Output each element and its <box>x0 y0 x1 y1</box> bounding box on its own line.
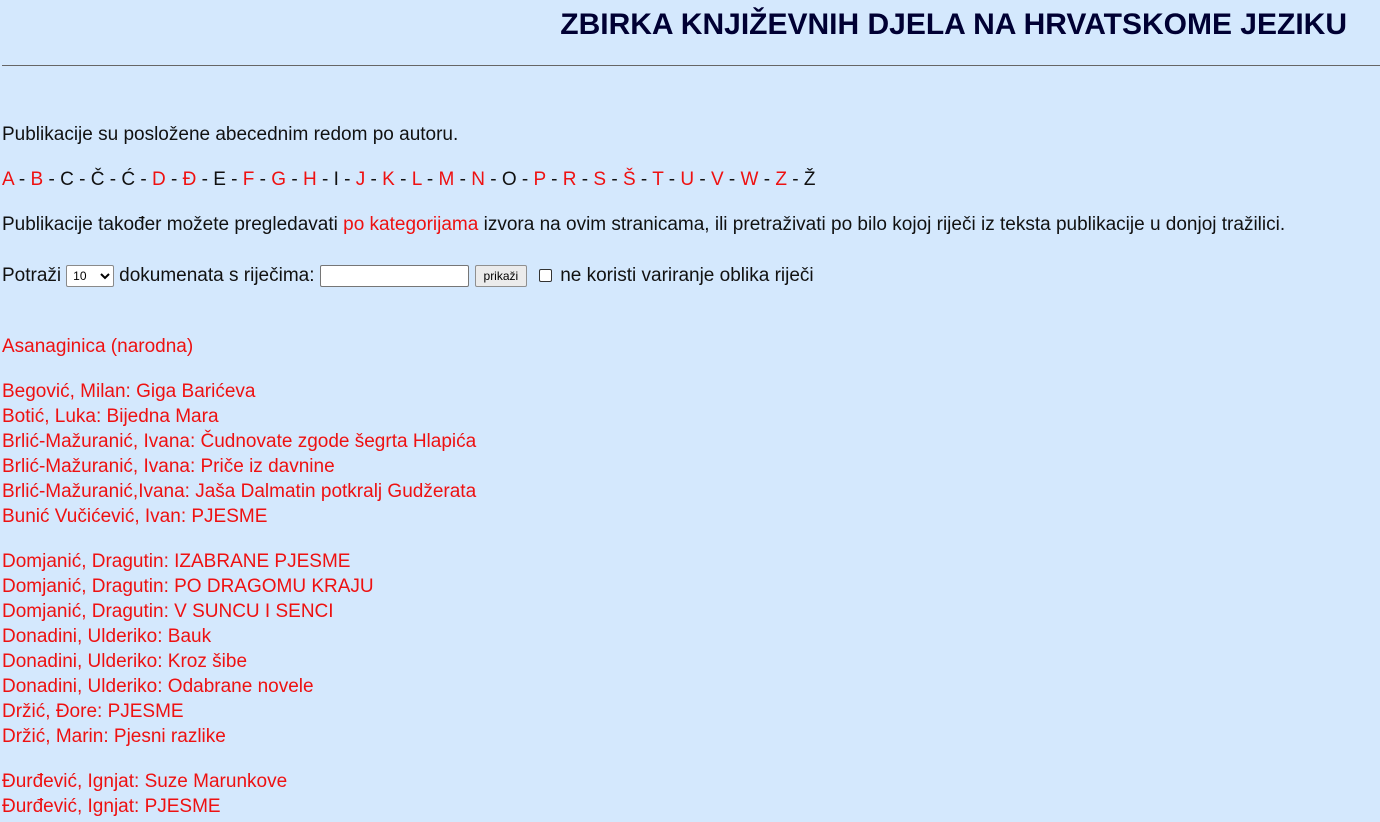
alphabet-separator: - <box>576 169 594 190</box>
search-prefix-label: Potraži <box>2 265 62 286</box>
alphabet-letter[interactable]: F <box>242 169 255 190</box>
alphabet-letter: O <box>501 169 517 190</box>
publication-link[interactable]: Donadini, Ulderiko: Kroz šibe <box>2 651 248 672</box>
publication-link[interactable]: Donadini, Ulderiko: Odabrane novele <box>2 676 314 697</box>
alphabet-separator: - <box>254 169 272 190</box>
alphabet-letter[interactable]: P <box>533 169 546 190</box>
alphabet-separator: - <box>73 169 91 190</box>
publication-group-dj <box>2 769 287 819</box>
page-title: ZBIRKA KNJIŽEVNIH DJELA NA HRVATSKOME JEZIKU <box>560 8 1347 41</box>
alphabet-letter[interactable]: W <box>740 169 759 190</box>
results-count-select[interactable] <box>66 265 114 287</box>
alphabet-letter: Č <box>90 169 105 190</box>
intro-text: Publikacije su posložene abecednim redom po autoru. <box>2 124 459 145</box>
publication-link[interactable]: Brlić-Mažuranić, Ivana: Čudnovate zgode šegrta Hlapića <box>2 431 477 452</box>
alphabet-separator: - <box>484 169 502 190</box>
publication-link[interactable]: Begović, Milan: Giga Barićeva <box>2 381 256 402</box>
alphabet-separator: - <box>606 169 623 190</box>
alphabet-separator: - <box>338 169 356 190</box>
no-variation-checkbox[interactable] <box>539 269 552 282</box>
categories-link[interactable]: po kategorijama <box>343 214 479 235</box>
publication-link[interactable]: Đurđević, Ignjat: PJESME <box>2 796 221 817</box>
header-divider <box>2 65 1380 66</box>
alphabet-separator: - <box>225 169 243 190</box>
alphabet-separator: - <box>421 169 439 190</box>
alphabet-separator: - <box>786 169 804 190</box>
alphabet-separator: - <box>196 169 214 190</box>
publication-link[interactable]: Držić, Đore: PJESME <box>2 701 184 722</box>
alphabet-separator: - <box>758 169 776 190</box>
alphabet-letter[interactable]: U <box>680 169 695 190</box>
publication-group-d <box>2 549 374 749</box>
alphabet-letter[interactable]: T <box>652 169 664 190</box>
publication-group-b <box>2 379 476 529</box>
publication-link[interactable]: Brlić-Mažuranić, Ivana: Priče iz davnine <box>2 456 335 477</box>
alphabet-separator: - <box>635 169 653 190</box>
categories-text <box>2 212 1285 237</box>
alphabet-letter[interactable]: A <box>2 169 14 190</box>
alphabet-letter: Ć <box>121 169 136 190</box>
publication-link[interactable]: Botić, Luka: Bijedna Mara <box>2 406 219 427</box>
alphabet-separator: - <box>365 169 383 190</box>
alphabet-letter[interactable]: J <box>355 169 366 190</box>
alphabet-letter: C <box>60 169 74 190</box>
alphabet-letter[interactable]: N <box>471 169 485 190</box>
alphabet-letter[interactable]: B <box>30 169 44 190</box>
alphabet-separator: - <box>394 169 412 190</box>
search-input[interactable] <box>320 265 469 287</box>
alphabet-separator: - <box>286 169 303 190</box>
publication-link[interactable]: Domjanić, Dragutin: PO DRAGOMU KRAJU <box>2 576 374 597</box>
publication-link[interactable]: Bunić Vučićević, Ivan: PJESME <box>2 506 268 527</box>
publication-link[interactable]: Domjanić, Dragutin: V SUNCU I SENCI <box>2 601 334 622</box>
categories-text-after: izvora na ovim stranicama, ili pretraživati po bilo kojoj riječi iz teksta publikacije u donjoj tražilici. <box>478 214 1286 235</box>
alphabet-separator: - <box>165 169 183 190</box>
search-middle-label: dokumenata s riječima: <box>119 265 315 286</box>
alphabet-letter[interactable]: Š <box>622 169 636 190</box>
alphabet-separator: - <box>663 169 681 190</box>
show-button[interactable]: prikaži <box>475 265 528 287</box>
alphabet-letter[interactable]: L <box>411 169 422 190</box>
alphabet-separator: - <box>516 169 534 190</box>
publication-link[interactable]: Domjanić, Dragutin: IZABRANE PJESME <box>2 551 351 572</box>
search-form <box>2 263 814 288</box>
publication-link[interactable]: Donadini, Ulderiko: Bauk <box>2 626 212 647</box>
alphabet-letter: E <box>213 169 226 190</box>
no-variation-label: ne koristi variranje oblika riječi <box>560 265 814 286</box>
publication-link[interactable]: Brlić-Mažuranić,Ivana: Jaša Dalmatin potkralj Gudžerata <box>2 481 477 502</box>
publication-link[interactable]: Držić, Marin: Pjesni razlike <box>2 726 226 747</box>
alphabet-letter[interactable]: G <box>271 169 287 190</box>
categories-text-before: Publikacije također možete pregledavati <box>2 214 344 235</box>
alphabet-letter: Ž <box>803 169 816 190</box>
alphabet-separator: - <box>135 169 152 190</box>
alphabet-separator: - <box>104 169 122 190</box>
alphabet-separator: - <box>545 169 563 190</box>
alphabet-separator: - <box>316 169 334 190</box>
alphabet-letter[interactable]: R <box>562 169 577 190</box>
alphabet-letter[interactable]: K <box>382 169 395 190</box>
alphabet-separator: - <box>723 169 741 190</box>
alphabet-separator: - <box>694 169 711 190</box>
alphabet-index <box>2 167 815 192</box>
alphabet-letter[interactable]: Z <box>775 169 787 190</box>
alphabet-separator: - <box>43 169 61 190</box>
alphabet-separator: - <box>454 169 472 190</box>
alphabet-separator: - <box>13 169 31 190</box>
alphabet-letter: I <box>333 169 339 190</box>
publication-link[interactable]: Đurđević, Ignjat: Suze Marunkove <box>2 771 288 792</box>
publication-link[interactable]: Asanaginica (narodna) <box>2 336 194 357</box>
alphabet-letter[interactable]: H <box>302 169 317 190</box>
alphabet-letter[interactable]: D <box>151 169 166 190</box>
alphabet-letter[interactable]: M <box>438 169 455 190</box>
alphabet-letter[interactable]: V <box>710 169 724 190</box>
alphabet-letter[interactable]: S <box>593 169 607 190</box>
publication-group-a <box>2 334 193 359</box>
alphabet-letter[interactable]: Đ <box>182 169 197 190</box>
